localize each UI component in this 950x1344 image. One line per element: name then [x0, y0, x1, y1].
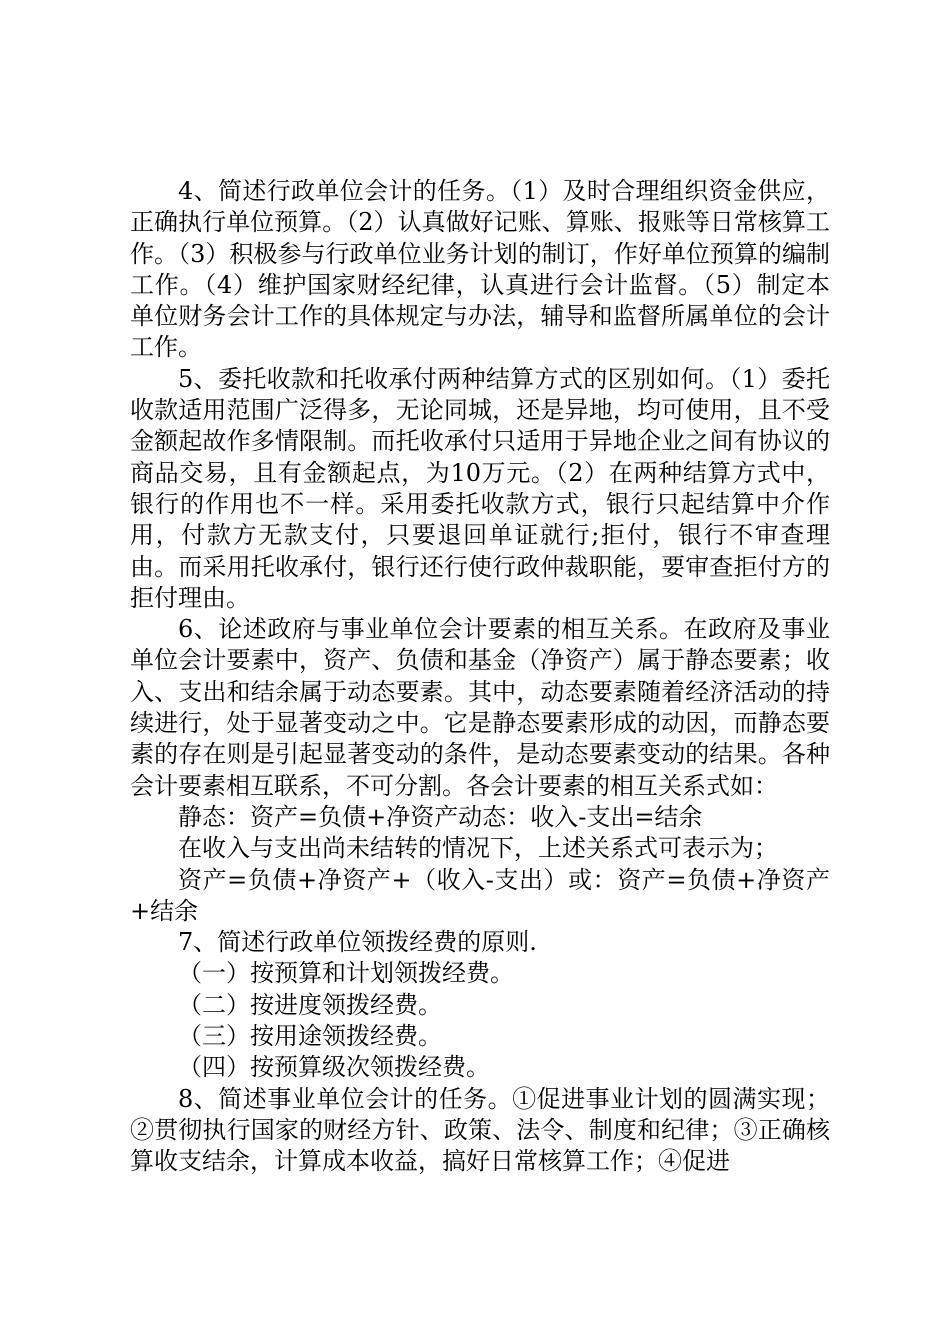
paragraph-7: 7、简述行政单位领拨经费的原则. [178, 928, 537, 957]
list-item-4: （四）按预算级次领拨经费。 [178, 1053, 490, 1082]
paragraph-5: 5、委托收款和托收承付两种结算方式的区别如何。（1）委托收款适用范围广泛得多，无论同城，还是异地，均可使用，且不受金额起故作多情限制。而托收承付只适用于异地企业之间有协议的商品交易，且有金额起点，为10万元。（2）在两种结算方式中，银行的作用也不一样。采用委托收款方式，银行只起结算中介作用，付款方无款支付，只要退回单证就行;拒付，银行不审查理由。而采用托收承付，银行还行使行政仲裁职能，要审查拒付方的拒付理由。 [130, 364, 830, 612]
paragraph-6: 6、论述政府与事业单位会计要素的相互关系。在政府及事业单位会计要素中，资产、负债和基金（净资产）属于静态要素；收入、支出和结余属于动态要素。其中，动态要素随着经济活动的持续进行，处于显著变动之中。它是静态要素形成的动因，而静态要素的存在则是引起显著变动的条件，是动态要素变动的结果。各种会计要素相互联系，不可分割。各会计要素的相互关系式如： [130, 615, 830, 800]
paragraph-4: 4、简述行政单位会计的任务。（1）及时合理组织资金供应，正确执行单位预算。（2）认真做好记账、算账、报账等日常核算工作。（3）积极参与行政单位业务计划的制订，作好单位预算的编制工作。（4）维护国家财经纪律，认真进行会计监督。（5）制定本单位财务会计工作的具体规定与办法，辅导和监督所属单位的会计工作。 [130, 177, 830, 362]
list-item-3: （三）按用途领拨经费。 [178, 1022, 442, 1051]
document-body [130, 176, 830, 1178]
formula-note: 在收入与支出尚未结转的情况下，上述关系式可表示为； [178, 834, 778, 863]
list-item-2: （二）按进度领拨经费。 [178, 990, 442, 1019]
formula-static-dynamic: 静态：资产=负债+净资产动态：收入-支出=结余 [178, 802, 703, 831]
paragraph-8: 8、简述事业单位会计的任务。①促进事业计划的圆满实现；②贯彻执行国家的财经方针、政策、法令、制度和纪律；③正确核算收支结余，计算成本收益，搞好日常核算工作；④促进 [130, 1084, 830, 1176]
formula-combined: 资产=负债+净资产+（收入-支出）或：资产=负债+净资产+结余 [130, 865, 830, 925]
list-item-1: （一）按预算和计划领拨经费。 [178, 959, 514, 988]
